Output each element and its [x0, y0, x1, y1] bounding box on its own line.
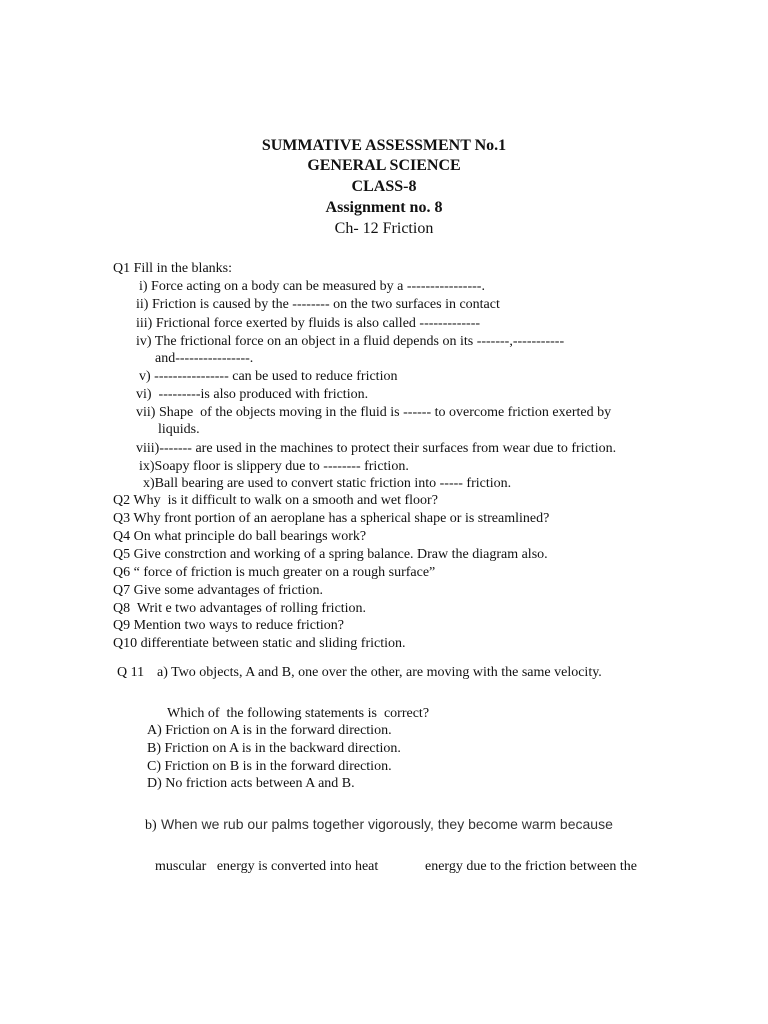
question-q9: Q9 Mention two ways to reduce friction?	[113, 618, 344, 633]
question-q7: Q7 Give some advantages of friction.	[113, 583, 323, 598]
q11-label: Q 11	[117, 665, 145, 680]
q1-item: vi) ---------is also produced with friction.	[136, 387, 369, 402]
heading-chapter: Ch- 12 Friction	[334, 220, 434, 237]
question-q2: Q2 Why is it difficult to walk on a smooth and wet floor?	[113, 493, 438, 508]
q1-title: Q1 Fill in the blanks:	[113, 261, 232, 276]
question-q3: Q3 Why front portion of an aeroplane has a spherical shape or is streamlined?	[113, 511, 550, 526]
q11-prompt: Which of the following statements is correct?	[167, 706, 430, 721]
q1-item: i) Force acting on a body can be measured by a ----------------.	[139, 279, 485, 294]
q1-item: v) ---------------- can be used to reduce friction	[139, 369, 398, 384]
q1-item: iv) The frictional force on an object in a fluid depends on its -------,-----------	[136, 334, 565, 349]
heading-assessment: SUMMATIVE ASSESSMENT No.1	[261, 137, 507, 154]
question-q4: Q4 On what principle do ball bearings work?	[113, 529, 367, 544]
q1-item: ii) Friction is caused by the -------- on the two surfaces in contact	[136, 297, 500, 312]
q1-item: viii)------- are used in the machines to protect their surfaces from wear due to friction.	[136, 441, 617, 456]
question-q10: Q10 differentiate between static and sliding friction.	[113, 636, 406, 651]
question-q8: Q8 Writ e two advantages of rolling friction.	[113, 601, 367, 616]
q11-part-b: When we rub our palms together vigorously, they become warm because	[161, 816, 613, 832]
q11-option-a: A) Friction on A is in the forward direction.	[147, 723, 392, 738]
heading-class: CLASS-8	[351, 178, 417, 195]
question-q5: Q5 Give constrction and working of a spring balance. Draw the diagram also.	[113, 547, 548, 562]
q1-item: iii) Frictional force exerted by fluids is also called -------------	[136, 316, 481, 331]
q1-item-continued: liquids.	[158, 422, 200, 437]
heading-subject: GENERAL SCIENCE	[307, 157, 461, 174]
q1-item: vii) Shape of the objects moving in the fluid is ------ to overcome friction exerted by	[136, 405, 612, 420]
question-q6: Q6 “ force of friction is much greater on a rough surface”	[113, 565, 436, 580]
q11-option-b: B) Friction on A is in the backward direction.	[147, 741, 401, 756]
q11-part-b-label: b)	[145, 818, 157, 833]
q11-option-d: D) No friction acts between A and B.	[147, 776, 355, 791]
q11-part-b-continued: energy due to the friction between the	[425, 859, 637, 874]
q1-item: x)Ball bearing are used to convert static friction into ----- friction.	[143, 476, 512, 491]
q11-part-b-continued: muscular energy is converted into heat	[155, 859, 379, 874]
q11-part-a: a) Two objects, A and B, one over the other, are moving with the same velocity.	[157, 665, 602, 680]
q1-item: ix)Soapy floor is slippery due to -------- friction.	[139, 459, 409, 474]
heading-assignment: Assignment no. 8	[325, 199, 443, 216]
q1-item-continued: and----------------.	[155, 351, 254, 366]
q11-option-c: C) Friction on B is in the forward direction.	[147, 759, 392, 774]
